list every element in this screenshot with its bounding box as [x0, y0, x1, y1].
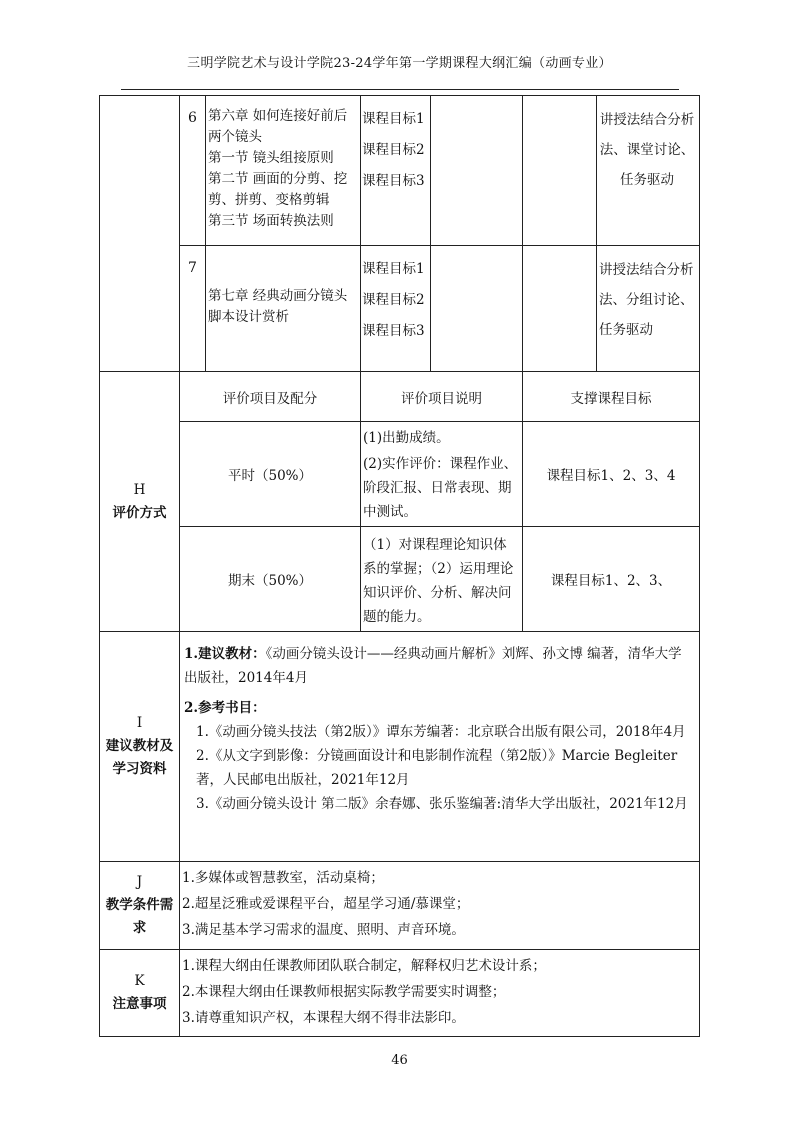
eval-col-header: 支撑课程目标	[523, 372, 700, 422]
row-number: 6	[180, 96, 206, 246]
evaluation-row	[100, 527, 700, 632]
eval-desc-line: (1)出勤成绩。	[363, 430, 450, 446]
page-number: 46	[391, 1053, 408, 1068]
note-item: 3.请尊重知识产权，本课程大纲不得非法影印。	[182, 1010, 465, 1026]
notes-content	[180, 950, 700, 1037]
references-label: 2.参考书目：	[184, 700, 266, 716]
eval-goals: 课程目标1、2、3、4	[523, 422, 700, 527]
note-item: 1.课程大纲由任课教师团队联合制定，解释权归艺术设计系；	[182, 958, 546, 974]
chapter-cell	[206, 96, 361, 246]
eval-desc	[361, 422, 523, 527]
condition-item: 2.超星泛雅或爱课程平台，超星学习通/慕课堂；	[182, 896, 470, 912]
note-item: 2.本课程大纲由任课教师根据实际教学需要实时调整；	[182, 984, 506, 1000]
method-cell: 讲授法结合分析法、分组讨论、任务驱动	[597, 246, 700, 372]
reference-item: 1.《动画分镜头技法（第2版）》谭东芳编著：北京联合出版有限公司，2018年4月	[196, 724, 686, 740]
empty-cell	[523, 246, 597, 372]
goal-item: 课程目标3	[362, 323, 425, 339]
goal-item: 课程目标2	[362, 292, 425, 308]
recommended-label: 1.建议教材：	[184, 646, 266, 662]
goal-item: 课程目标2	[362, 142, 425, 158]
schedule-row	[100, 246, 700, 372]
evaluation-row	[100, 422, 700, 527]
conditions-row	[100, 862, 700, 950]
notes-section-label: K 注意事项	[100, 950, 180, 1037]
eval-goals: 课程目标1、2、3、	[523, 527, 700, 632]
page-header: 三明学院艺术与设计学院23-24学年第一学期课程大纲汇编（动画专业）	[187, 56, 612, 71]
schedule-section-cell	[100, 96, 180, 372]
textbooks-section-label: I 建议教材及学习资料	[100, 632, 180, 862]
eval-col-header: 评价项目说明	[361, 372, 523, 422]
reference-item: 2.《从文字到影像：分镜画面设计和电影制作流程（第2版）》Marcie Begleiter 著，人民邮电出版社，2021年12月	[196, 748, 678, 788]
method-cell: 讲授法结合分析法、课堂讨论、任务驱动	[597, 96, 700, 246]
textbooks-content	[180, 632, 700, 862]
chapter-cell	[206, 246, 361, 372]
conditions-content	[180, 862, 700, 950]
eval-desc-line: （1）对课程理论知识体系的掌握；（2）运用理论知识评价、分析、解决问题的能力。	[363, 537, 514, 625]
schedule-row	[100, 96, 700, 246]
syllabus-table	[99, 95, 700, 1037]
eval-desc-line: (2)实作评价：课程作业、阶段汇报、日常表现、期中测试。	[363, 456, 518, 520]
eval-col-header: 评价项目及配分	[180, 372, 361, 422]
row-number: 7	[180, 246, 206, 372]
empty-cell	[431, 246, 523, 372]
condition-item: 3.满足基本学习需求的温度、照明、声音环境。	[182, 922, 465, 938]
header-rule	[121, 89, 679, 90]
eval-desc	[361, 527, 523, 632]
conditions-section-label: J 教学条件需求	[100, 862, 180, 950]
goals-cell	[361, 96, 431, 246]
goal-item: 课程目标1	[362, 261, 425, 277]
evaluation-section-label: H 评价方式	[100, 372, 180, 632]
eval-item: 期末（50%）	[180, 527, 361, 632]
goals-cell	[361, 246, 431, 372]
empty-cell	[523, 96, 597, 246]
empty-cell	[431, 96, 523, 246]
notes-row	[100, 950, 700, 1037]
evaluation-header-row	[100, 372, 700, 422]
chapter-line: 第七章 经典动画分镜头脚本设计赏析	[208, 288, 348, 325]
reference-item: 3.《动画分镜头设计 第二版》余春娜、张乐鉴编著:清华大学出版社，2021年12月	[196, 796, 688, 812]
recommended-text: 《动画分镜头设计——经典动画片解析》刘辉、孙文博 编著，清华大学出版社，2014年4月	[184, 646, 682, 686]
chapter-line: 第三节 场面转换法则	[208, 213, 334, 229]
condition-item: 1.多媒体或智慧教室，活动桌椅；	[182, 870, 384, 886]
eval-item: 平时（50%）	[180, 422, 361, 527]
goal-item: 课程目标1	[362, 111, 425, 127]
chapter-line: 第六章 如何连接好前后两个镜头	[208, 108, 348, 145]
textbooks-row	[100, 632, 700, 862]
chapter-line: 第一节 镜头组接原则	[208, 150, 334, 166]
goal-item: 课程目标3	[362, 173, 425, 189]
chapter-line: 第二节 画面的分剪、挖剪、拼剪、变格剪辑	[208, 171, 348, 208]
